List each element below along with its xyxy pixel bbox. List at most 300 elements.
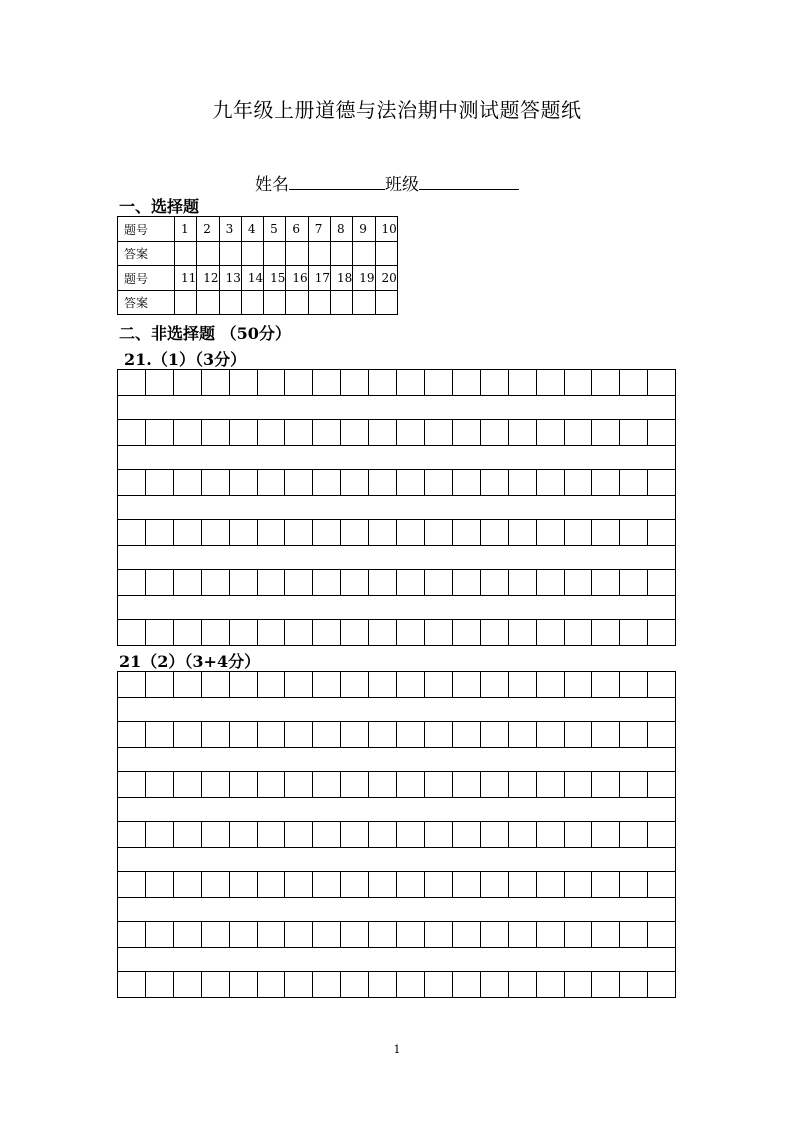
writing-box[interactable] — [202, 672, 230, 697]
writing-box[interactable] — [425, 672, 453, 697]
writing-box[interactable] — [118, 370, 146, 395]
writing-box[interactable] — [648, 872, 675, 897]
writing-box[interactable] — [453, 672, 481, 697]
writing-box[interactable] — [397, 922, 425, 947]
writing-box[interactable] — [313, 520, 341, 545]
writing-box[interactable] — [425, 722, 453, 747]
writing-box-row — [118, 370, 675, 395]
answer-cell[interactable] — [175, 291, 197, 315]
writing-box[interactable] — [258, 772, 286, 797]
writing-box[interactable] — [341, 520, 369, 545]
writing-box[interactable] — [202, 822, 230, 847]
answer-cell[interactable] — [197, 242, 219, 266]
answer-cell[interactable] — [330, 291, 352, 315]
writing-box[interactable] — [174, 520, 202, 545]
writing-box[interactable] — [620, 722, 648, 747]
writing-box[interactable] — [313, 972, 341, 997]
writing-box[interactable] — [592, 370, 620, 395]
writing-box[interactable] — [620, 370, 648, 395]
writing-box[interactable] — [509, 672, 537, 697]
writing-box[interactable] — [230, 972, 258, 997]
writing-box[interactable] — [425, 972, 453, 997]
answer-cell[interactable] — [353, 242, 375, 266]
writing-box[interactable] — [258, 722, 286, 747]
writing-box[interactable] — [648, 972, 675, 997]
writing-box[interactable] — [592, 872, 620, 897]
writing-box[interactable] — [565, 672, 593, 697]
writing-box[interactable] — [313, 772, 341, 797]
writing-box[interactable] — [118, 672, 146, 697]
writing-box[interactable] — [174, 872, 202, 897]
question-number: 14 — [241, 266, 263, 291]
writing-box[interactable] — [202, 772, 230, 797]
writing-gap-row — [118, 395, 675, 420]
writing-box[interactable] — [285, 420, 313, 445]
writing-box[interactable] — [397, 570, 425, 595]
writing-box[interactable] — [174, 620, 202, 645]
writing-box[interactable] — [648, 470, 675, 495]
writing-box[interactable] — [369, 620, 397, 645]
class-label: 班级 — [385, 175, 419, 195]
writing-box[interactable] — [648, 570, 675, 595]
writing-box[interactable] — [425, 420, 453, 445]
writing-box-row — [118, 620, 675, 645]
writing-box[interactable] — [369, 672, 397, 697]
writing-box[interactable] — [285, 672, 313, 697]
writing-box[interactable] — [369, 822, 397, 847]
writing-box[interactable] — [313, 620, 341, 645]
writing-box[interactable] — [648, 672, 675, 697]
writing-box[interactable] — [313, 570, 341, 595]
writing-box[interactable] — [537, 822, 565, 847]
writing-box[interactable] — [118, 772, 146, 797]
writing-box[interactable] — [648, 772, 675, 797]
writing-box[interactable] — [146, 570, 174, 595]
writing-box[interactable] — [258, 470, 286, 495]
answer-cell[interactable] — [264, 242, 286, 266]
writing-box[interactable] — [620, 672, 648, 697]
writing-box[interactable] — [202, 470, 230, 495]
writing-box[interactable] — [592, 620, 620, 645]
writing-box[interactable] — [341, 822, 369, 847]
writing-box[interactable] — [453, 772, 481, 797]
writing-box[interactable] — [313, 922, 341, 947]
writing-box[interactable] — [397, 972, 425, 997]
writing-box[interactable] — [397, 470, 425, 495]
writing-box[interactable] — [174, 722, 202, 747]
writing-box[interactable] — [341, 620, 369, 645]
multiple-choice-answer-table — [117, 216, 398, 315]
writing-box[interactable] — [230, 722, 258, 747]
writing-box[interactable] — [258, 922, 286, 947]
writing-box[interactable] — [258, 520, 286, 545]
writing-box[interactable] — [202, 972, 230, 997]
writing-box[interactable] — [481, 872, 509, 897]
writing-box[interactable] — [565, 520, 593, 545]
writing-box[interactable] — [537, 922, 565, 947]
writing-box[interactable] — [537, 972, 565, 997]
answer-cell[interactable] — [197, 291, 219, 315]
writing-box[interactable] — [369, 722, 397, 747]
writing-box[interactable] — [481, 972, 509, 997]
question-number: 19 — [353, 266, 375, 291]
row-label: 答案 — [118, 242, 175, 266]
writing-box[interactable] — [620, 822, 648, 847]
writing-box[interactable] — [118, 470, 146, 495]
writing-box[interactable] — [313, 370, 341, 395]
answer-cell[interactable] — [308, 242, 330, 266]
answer-grid-21-1 — [117, 369, 676, 646]
writing-box[interactable] — [425, 872, 453, 897]
writing-box[interactable] — [174, 672, 202, 697]
writing-box[interactable] — [285, 972, 313, 997]
question-number: 13 — [219, 266, 241, 291]
writing-box[interactable] — [425, 570, 453, 595]
writing-box[interactable] — [146, 722, 174, 747]
answer-cell[interactable] — [219, 291, 241, 315]
writing-box[interactable] — [313, 822, 341, 847]
writing-box[interactable] — [397, 722, 425, 747]
writing-box[interactable] — [509, 620, 537, 645]
writing-box[interactable] — [537, 772, 565, 797]
writing-box[interactable] — [118, 972, 146, 997]
writing-box[interactable] — [648, 722, 675, 747]
writing-box[interactable] — [509, 822, 537, 847]
writing-box[interactable] — [341, 672, 369, 697]
writing-box[interactable] — [174, 772, 202, 797]
writing-box[interactable] — [174, 370, 202, 395]
writing-gap-row — [118, 797, 675, 822]
writing-box[interactable] — [537, 520, 565, 545]
writing-box[interactable] — [202, 922, 230, 947]
writing-box[interactable] — [118, 872, 146, 897]
writing-box[interactable] — [230, 420, 258, 445]
answer-cell[interactable] — [308, 291, 330, 315]
writing-box[interactable] — [509, 972, 537, 997]
writing-box[interactable] — [537, 420, 565, 445]
writing-box[interactable] — [592, 520, 620, 545]
writing-box[interactable] — [174, 822, 202, 847]
writing-box[interactable] — [648, 922, 675, 947]
writing-box[interactable] — [620, 420, 648, 445]
writing-box[interactable] — [509, 772, 537, 797]
writing-box[interactable] — [341, 470, 369, 495]
writing-box[interactable] — [509, 922, 537, 947]
writing-box[interactable] — [481, 722, 509, 747]
writing-box[interactable] — [397, 872, 425, 897]
writing-box[interactable] — [258, 872, 286, 897]
writing-box[interactable] — [313, 722, 341, 747]
writing-box[interactable] — [648, 520, 675, 545]
writing-box[interactable] — [620, 772, 648, 797]
writing-box[interactable] — [341, 420, 369, 445]
writing-box[interactable] — [341, 772, 369, 797]
writing-box[interactable] — [648, 822, 675, 847]
writing-box[interactable] — [537, 470, 565, 495]
writing-box[interactable] — [285, 772, 313, 797]
writing-box[interactable] — [565, 822, 593, 847]
writing-box[interactable] — [285, 922, 313, 947]
writing-box[interactable] — [481, 370, 509, 395]
writing-box[interactable] — [341, 570, 369, 595]
writing-box[interactable] — [313, 470, 341, 495]
writing-box[interactable] — [118, 922, 146, 947]
writing-box[interactable] — [453, 420, 481, 445]
writing-box[interactable] — [285, 872, 313, 897]
writing-box[interactable] — [118, 822, 146, 847]
writing-box[interactable] — [592, 470, 620, 495]
writing-box[interactable] — [146, 470, 174, 495]
writing-box[interactable] — [146, 922, 174, 947]
writing-box[interactable] — [481, 520, 509, 545]
writing-box[interactable] — [202, 872, 230, 897]
writing-box[interactable] — [146, 772, 174, 797]
writing-box[interactable] — [453, 722, 481, 747]
writing-box[interactable] — [537, 672, 565, 697]
writing-box[interactable] — [369, 520, 397, 545]
writing-box[interactable] — [592, 722, 620, 747]
writing-box[interactable] — [285, 370, 313, 395]
writing-box[interactable] — [537, 872, 565, 897]
writing-box[interactable] — [369, 922, 397, 947]
writing-box[interactable] — [565, 420, 593, 445]
writing-box[interactable] — [118, 570, 146, 595]
writing-box-row — [118, 672, 675, 697]
writing-box[interactable] — [285, 620, 313, 645]
answer-cell[interactable] — [241, 291, 263, 315]
writing-box[interactable] — [174, 922, 202, 947]
writing-box[interactable] — [592, 822, 620, 847]
writing-box[interactable] — [174, 972, 202, 997]
writing-box[interactable] — [285, 722, 313, 747]
writing-box[interactable] — [313, 872, 341, 897]
answer-cell[interactable] — [264, 291, 286, 315]
writing-box[interactable] — [481, 922, 509, 947]
writing-box[interactable] — [565, 972, 593, 997]
writing-box[interactable] — [509, 470, 537, 495]
writing-box[interactable] — [285, 520, 313, 545]
writing-box[interactable] — [620, 470, 648, 495]
writing-box[interactable] — [230, 620, 258, 645]
writing-box[interactable] — [481, 672, 509, 697]
answer-cell[interactable] — [219, 242, 241, 266]
writing-box[interactable] — [481, 420, 509, 445]
answer-cell[interactable] — [353, 291, 375, 315]
writing-box[interactable] — [425, 922, 453, 947]
writing-box[interactable] — [565, 772, 593, 797]
writing-box[interactable] — [592, 772, 620, 797]
page-number: 1 — [393, 1043, 401, 1056]
writing-box[interactable] — [146, 420, 174, 445]
writing-box[interactable] — [453, 470, 481, 495]
writing-box[interactable] — [648, 370, 675, 395]
writing-box[interactable] — [146, 972, 174, 997]
writing-box[interactable] — [285, 570, 313, 595]
writing-box[interactable] — [397, 620, 425, 645]
writing-box[interactable] — [202, 620, 230, 645]
writing-box[interactable] — [565, 872, 593, 897]
writing-box[interactable] — [481, 620, 509, 645]
writing-box[interactable] — [258, 420, 286, 445]
name-field[interactable] — [289, 171, 385, 190]
writing-box[interactable] — [592, 420, 620, 445]
writing-box[interactable] — [620, 922, 648, 947]
writing-box[interactable] — [537, 620, 565, 645]
writing-box[interactable] — [425, 520, 453, 545]
writing-box[interactable] — [509, 370, 537, 395]
writing-box[interactable] — [537, 570, 565, 595]
writing-box[interactable] — [258, 822, 286, 847]
writing-box[interactable] — [146, 620, 174, 645]
writing-box[interactable] — [174, 420, 202, 445]
writing-box[interactable] — [453, 620, 481, 645]
writing-box[interactable] — [118, 722, 146, 747]
writing-box[interactable] — [509, 420, 537, 445]
writing-gap-row — [118, 747, 675, 772]
answer-row — [118, 242, 398, 266]
writing-box[interactable] — [565, 370, 593, 395]
writing-box[interactable] — [453, 972, 481, 997]
writing-box[interactable] — [565, 470, 593, 495]
writing-box[interactable] — [397, 822, 425, 847]
writing-box[interactable] — [230, 370, 258, 395]
writing-box[interactable] — [509, 872, 537, 897]
writing-box[interactable] — [230, 772, 258, 797]
writing-box[interactable] — [202, 370, 230, 395]
writing-box[interactable] — [258, 570, 286, 595]
writing-box[interactable] — [425, 620, 453, 645]
writing-box[interactable] — [258, 672, 286, 697]
writing-box[interactable] — [620, 872, 648, 897]
writing-box[interactable] — [230, 872, 258, 897]
writing-box[interactable] — [118, 420, 146, 445]
writing-box[interactable] — [285, 822, 313, 847]
writing-box[interactable] — [285, 470, 313, 495]
writing-box[interactable] — [620, 570, 648, 595]
writing-box[interactable] — [341, 872, 369, 897]
writing-box[interactable] — [565, 620, 593, 645]
writing-box[interactable] — [202, 570, 230, 595]
answer-cell[interactable] — [175, 242, 197, 266]
writing-box[interactable] — [537, 722, 565, 747]
writing-box[interactable] — [453, 520, 481, 545]
answer-cell[interactable] — [330, 242, 352, 266]
writing-box[interactable] — [648, 620, 675, 645]
writing-box[interactable] — [258, 370, 286, 395]
writing-box[interactable] — [397, 520, 425, 545]
writing-box[interactable] — [397, 370, 425, 395]
writing-box[interactable] — [202, 722, 230, 747]
writing-box[interactable] — [592, 972, 620, 997]
answer-cell[interactable] — [286, 242, 308, 266]
writing-box[interactable] — [565, 570, 593, 595]
writing-box[interactable] — [118, 620, 146, 645]
writing-box[interactable] — [174, 470, 202, 495]
writing-box[interactable] — [565, 922, 593, 947]
writing-box[interactable] — [230, 470, 258, 495]
writing-box[interactable] — [369, 972, 397, 997]
writing-box[interactable] — [592, 922, 620, 947]
writing-box[interactable] — [230, 570, 258, 595]
writing-box[interactable] — [453, 570, 481, 595]
writing-box[interactable] — [202, 520, 230, 545]
writing-box[interactable] — [369, 470, 397, 495]
writing-box[interactable] — [146, 520, 174, 545]
writing-box[interactable] — [481, 570, 509, 595]
writing-box[interactable] — [481, 822, 509, 847]
writing-box[interactable] — [174, 570, 202, 595]
writing-box[interactable] — [425, 370, 453, 395]
writing-box[interactable] — [313, 672, 341, 697]
writing-box[interactable] — [369, 570, 397, 595]
question-number: 6 — [286, 217, 308, 242]
writing-box[interactable] — [202, 420, 230, 445]
writing-box[interactable] — [369, 420, 397, 445]
writing-box[interactable] — [509, 570, 537, 595]
writing-box[interactable] — [425, 772, 453, 797]
answer-cell[interactable] — [241, 242, 263, 266]
writing-box[interactable] — [453, 822, 481, 847]
writing-box[interactable] — [369, 872, 397, 897]
writing-box[interactable] — [258, 972, 286, 997]
writing-box[interactable] — [453, 872, 481, 897]
writing-box[interactable] — [648, 420, 675, 445]
answer-cell[interactable] — [375, 291, 397, 315]
writing-box[interactable] — [425, 822, 453, 847]
writing-box[interactable] — [230, 672, 258, 697]
writing-box[interactable] — [146, 672, 174, 697]
writing-box[interactable] — [341, 972, 369, 997]
writing-box[interactable] — [620, 620, 648, 645]
writing-box[interactable] — [481, 470, 509, 495]
writing-box[interactable] — [369, 772, 397, 797]
writing-box[interactable] — [509, 520, 537, 545]
writing-box[interactable] — [146, 872, 174, 897]
writing-box[interactable] — [369, 370, 397, 395]
writing-box[interactable] — [537, 370, 565, 395]
writing-box[interactable] — [509, 722, 537, 747]
question-21-2-label: 21（2）（3+4分） — [119, 652, 261, 671]
answer-cell[interactable] — [286, 291, 308, 315]
writing-box[interactable] — [620, 972, 648, 997]
writing-box[interactable] — [481, 772, 509, 797]
writing-box[interactable] — [341, 922, 369, 947]
answer-cell[interactable] — [375, 242, 397, 266]
writing-box[interactable] — [146, 370, 174, 395]
writing-box[interactable] — [565, 722, 593, 747]
writing-box[interactable] — [118, 520, 146, 545]
writing-box[interactable] — [313, 420, 341, 445]
writing-box[interactable] — [453, 922, 481, 947]
writing-box[interactable] — [592, 570, 620, 595]
writing-box[interactable] — [620, 520, 648, 545]
writing-box-row — [118, 470, 675, 495]
writing-box[interactable] — [397, 420, 425, 445]
writing-box[interactable] — [592, 672, 620, 697]
writing-box[interactable] — [146, 822, 174, 847]
writing-box[interactable] — [230, 922, 258, 947]
writing-box[interactable] — [341, 722, 369, 747]
writing-box[interactable] — [453, 370, 481, 395]
writing-box[interactable] — [425, 470, 453, 495]
writing-box[interactable] — [397, 672, 425, 697]
writing-box[interactable] — [397, 772, 425, 797]
writing-box[interactable] — [258, 620, 286, 645]
class-field[interactable] — [419, 171, 519, 190]
writing-box[interactable] — [230, 520, 258, 545]
writing-box[interactable] — [341, 370, 369, 395]
writing-box[interactable] — [230, 822, 258, 847]
